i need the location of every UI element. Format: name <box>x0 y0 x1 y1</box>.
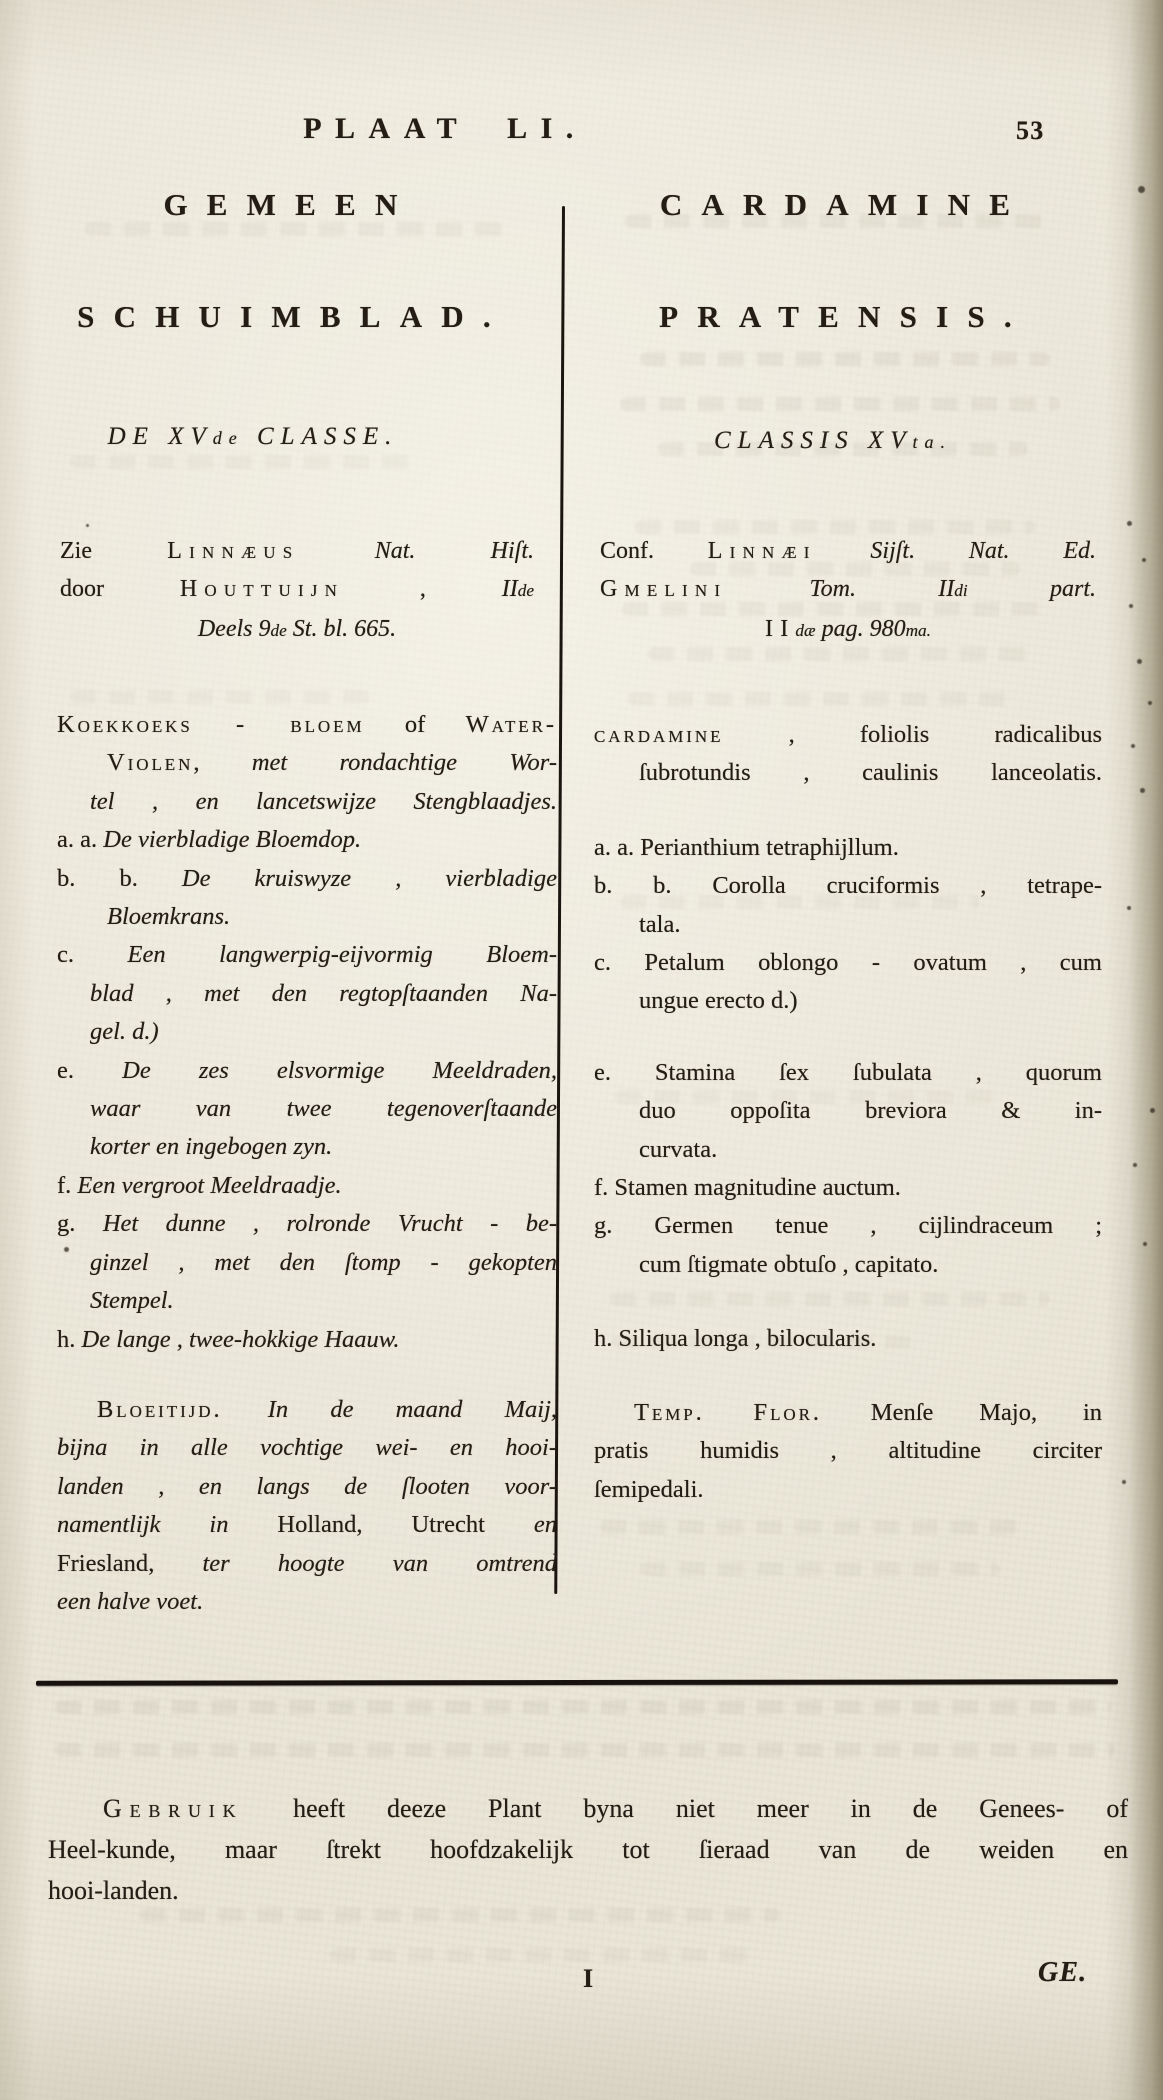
text-segment: Gmelini <box>600 576 728 602</box>
text-segment: Zie <box>60 538 168 564</box>
bleedthrough-smudge <box>622 602 1052 616</box>
text-segment: landen , en langs de ſlooten voor- <box>57 1472 557 1500</box>
text-line <box>594 1131 1102 1169</box>
text-segment: De zes elsvormige Meeldraden, <box>122 1056 557 1084</box>
text-line <box>594 754 1102 792</box>
text-segment: Een vergroot Meeldraadje. <box>77 1171 342 1199</box>
bleedthrough-smudge <box>55 1700 1111 1714</box>
text-segment: di <box>954 581 968 600</box>
text-segment: CLASSIS XV <box>714 427 913 454</box>
bleedthrough-smudge <box>640 352 1050 366</box>
text-segment: waar van twee tegenoverſtaande <box>90 1095 557 1123</box>
bleedthrough-smudge <box>648 647 1028 661</box>
ink-speck <box>1127 521 1132 526</box>
text-segment: blad , met den regtopſtaanden Na- <box>90 979 557 1007</box>
text-segment: ungue erecto d.) <box>639 987 798 1015</box>
text-segment: Stamen magnitudine auctum. <box>614 1174 901 1202</box>
text-segment: Deels 9 <box>197 616 271 642</box>
text-segment: de <box>212 428 244 448</box>
right-column-text <box>594 716 1102 1509</box>
text-segment: part. <box>967 576 1096 602</box>
bleedthrough-smudge <box>85 222 505 236</box>
text-segment: b. b. <box>594 872 713 900</box>
right-column-title-latin-2: PRATENSIS. <box>659 299 1031 334</box>
text-segment: Gebruik <box>103 1794 294 1823</box>
bleedthrough-smudge <box>690 562 1020 576</box>
gebruik-paragraph <box>48 1788 1128 1911</box>
text-line <box>57 744 557 782</box>
bleedthrough-smudge <box>70 690 370 704</box>
text-segment <box>299 538 374 564</box>
text-line <box>57 1429 557 1467</box>
ink-speck <box>1133 1163 1137 1167</box>
text-line <box>57 898 557 936</box>
text-line <box>48 1870 1128 1911</box>
ink-speck <box>1150 1108 1155 1113</box>
text-line <box>57 1090 557 1128</box>
text-line <box>57 1282 557 1320</box>
text-segment: h. <box>594 1325 619 1353</box>
text-segment: door <box>60 576 180 602</box>
bleedthrough-smudge <box>620 895 980 909</box>
text-segment: ta. <box>912 432 952 452</box>
text-line <box>57 1052 557 1090</box>
text-segment: namentlijk in <box>57 1511 278 1539</box>
text-segment: de <box>517 581 535 600</box>
bleedthrough-smudge <box>628 692 1018 706</box>
text-segment: , <box>193 749 252 777</box>
text-segment: CLASSE. <box>243 423 399 450</box>
text-line <box>57 1244 557 1282</box>
bleedthrough-smudge <box>625 214 1055 228</box>
catchword: GE. <box>1038 1957 1088 1988</box>
text-segment: e. <box>57 1056 123 1084</box>
ink-speck <box>64 1247 69 1252</box>
bleedthrough-smudge <box>610 1292 1050 1306</box>
text-segment: a. a. <box>594 833 641 861</box>
text-segment: , <box>344 576 502 602</box>
text-line <box>48 1829 1128 1870</box>
text-segment: Bloemkrans. <box>107 903 231 931</box>
text-line <box>594 829 1102 867</box>
text-segment: curvata. <box>639 1135 718 1163</box>
text-segment: pratis humidis , altitudine circiter <box>594 1437 1102 1465</box>
text-line <box>594 1432 1102 1470</box>
text-segment: h. <box>57 1325 82 1353</box>
text-line <box>594 1207 1102 1245</box>
text-line <box>57 1013 557 1051</box>
bleedthrough-smudge <box>330 1948 750 1962</box>
text-segment: Heel-kunde, maar ſtrekt hoofdzakelijk tot ſieraad van de weiden en <box>48 1835 1128 1864</box>
ink-speck <box>1131 744 1135 748</box>
text-segment: De lange , twee-hokkige Haauw. <box>81 1325 400 1353</box>
text-segment: Linnæus <box>167 538 300 564</box>
text-segment: g. <box>594 1212 655 1240</box>
text-line <box>57 821 557 859</box>
ink-speck <box>1138 186 1145 193</box>
footnote-rule <box>36 1679 1118 1686</box>
text-segment: , <box>356 1511 412 1539</box>
text-segment: heeft deeze Plant byna niet meer in de Genees- of <box>293 1794 1128 1823</box>
right-column-title-latin-1: CARDAMINE <box>659 187 1030 222</box>
text-segment: ma. <box>905 621 931 640</box>
text-line <box>594 982 1102 1020</box>
citation-line <box>60 532 534 570</box>
text-segment: c. <box>57 941 128 969</box>
text-segment: Sijſt. Nat. Ed. <box>870 538 1096 564</box>
text-segment: II <box>501 576 518 602</box>
text-segment: Stamina ſex ſubulata , quorum <box>654 1058 1102 1086</box>
ink-speck <box>1129 604 1133 608</box>
text-line <box>57 860 557 898</box>
text-segment: Temp. Flor. <box>634 1398 871 1426</box>
text-segment: g. <box>57 1210 103 1238</box>
text-segment: c. <box>594 949 645 977</box>
left-column-title-dutch-2: SCHUIMBLAD. <box>77 299 510 334</box>
bleedthrough-smudge <box>55 1743 1115 1757</box>
text-line <box>57 1506 557 1544</box>
text-line <box>57 1128 557 1166</box>
text-segment: Violen <box>107 749 194 777</box>
citation-line <box>600 610 1096 650</box>
text-segment: f. <box>594 1174 615 1202</box>
text-segment: DE XV <box>107 423 213 450</box>
text-segment: Friesland <box>57 1549 149 1577</box>
plate-title: PLAAT LI. <box>303 112 587 145</box>
ink-speck <box>86 524 89 527</box>
text-segment: Menſe Majo, in <box>870 1398 1102 1426</box>
text-segment <box>727 576 809 602</box>
text-line <box>57 1468 557 1506</box>
text-line <box>57 936 557 974</box>
text-segment <box>817 538 871 564</box>
text-segment: Koekkoeks - bloem <box>57 711 365 738</box>
text-segment: gel. d.) <box>90 1018 159 1046</box>
text-segment: ſubrotundis , caulinis lanceolatis. <box>639 759 1102 787</box>
text-segment: Perianthium tetraphijllum. <box>640 833 899 861</box>
text-segment: Stempel. <box>90 1287 174 1315</box>
text-segment: een halve voet. <box>57 1587 204 1615</box>
text-segment: cum ſtigmate obtuſo , capitato. <box>639 1250 939 1278</box>
text-line <box>594 1054 1102 1092</box>
text-segment: Germen tenue , cijlindraceum ; <box>654 1212 1103 1240</box>
text-segment: e. <box>594 1058 655 1086</box>
text-segment: Houttuijn <box>179 576 345 602</box>
text-line <box>57 1167 557 1205</box>
text-segment: of <box>364 711 466 738</box>
page-edge-shadow <box>1129 0 1163 2100</box>
text-segment: hooi-landen. <box>48 1876 179 1905</box>
text-segment: Holland <box>277 1511 357 1539</box>
text-segment: , <box>148 1549 203 1577</box>
bleedthrough-smudge <box>600 1520 1020 1534</box>
bleedthrough-smudge <box>635 520 1035 534</box>
text-line <box>57 1205 557 1243</box>
text-segment: St. bl. 665. <box>286 616 397 642</box>
text-line <box>594 1394 1102 1432</box>
text-segment: b. b. <box>57 864 182 892</box>
ink-speck <box>1137 659 1142 664</box>
text-line <box>594 944 1102 982</box>
text-segment: Het dunne , rolronde Vrucht - be- <box>102 1210 557 1238</box>
text-segment: II <box>765 616 796 642</box>
left-class-line <box>48 423 458 451</box>
text-segment: f. <box>57 1171 78 1199</box>
text-segment: Tom. II <box>809 576 955 602</box>
citation-line <box>60 570 534 610</box>
ink-speck <box>1122 1480 1126 1484</box>
bleedthrough-smudge <box>70 455 420 469</box>
text-segment: duo oppoſita breviora & in- <box>639 1097 1102 1125</box>
bleedthrough-smudge <box>620 397 1060 411</box>
left-citation <box>60 532 534 650</box>
text-segment: dæ <box>795 621 816 640</box>
text-line <box>594 1246 1102 1284</box>
text-line <box>594 1471 1102 1509</box>
bleedthrough-smudge <box>140 1908 780 1922</box>
ink-speck <box>1148 701 1152 705</box>
bleedthrough-smudge <box>640 1562 1000 1576</box>
left-column-title-dutch-1: GEMEEN <box>163 187 417 222</box>
ink-speck <box>1127 906 1131 910</box>
text-segment: De vierbladige Bloemdop. <box>103 826 362 854</box>
text-segment: tel , en lancetswijze Stengblaadjes. <box>90 787 557 815</box>
text-line <box>57 1545 557 1583</box>
left-column-text <box>57 706 557 1621</box>
text-segment: ſemipedali. <box>594 1475 704 1503</box>
ink-speck <box>1143 1242 1147 1246</box>
bleedthrough-smudge <box>612 1335 912 1349</box>
text-segment: Conf. <box>600 538 708 564</box>
text-segment: a. a. <box>57 826 104 854</box>
text-segment: pag. 980 <box>815 616 906 642</box>
text-segment: ter hoogte van omtrend <box>202 1549 557 1577</box>
bleedthrough-smudge <box>615 1090 995 1104</box>
text-segment: Siliqua longa , bilocularis. <box>618 1325 877 1353</box>
text-segment: Corolla cruciformis , tetrape- <box>712 872 1102 900</box>
text-segment: bijna in alle vochtige wei- en hooi- <box>57 1434 557 1462</box>
text-segment: korter en ingebogen zyn. <box>90 1133 333 1161</box>
text-line <box>57 706 557 744</box>
bleedthrough-smudge <box>658 442 1028 456</box>
text-segment: In de maand Maij, <box>267 1395 558 1423</box>
text-line <box>57 1391 557 1429</box>
right-citation <box>600 532 1096 650</box>
text-segment: Een langwerpig-eijvormig Bloem- <box>127 941 557 969</box>
text-segment: ginzel , met den ſtomp - gekopten <box>90 1248 557 1276</box>
ink-speck <box>1140 788 1145 793</box>
text-line <box>594 716 1102 754</box>
text-segment: Bloeitijd. <box>97 1395 268 1423</box>
gathering-signature: I <box>583 1964 594 1993</box>
ink-speck <box>1142 558 1146 562</box>
text-segment: tala. <box>639 910 681 938</box>
text-segment: en <box>484 1511 557 1539</box>
text-segment: Nat. Hiſt. <box>374 538 535 564</box>
text-line <box>57 975 557 1013</box>
text-line <box>57 1321 557 1359</box>
text-line <box>57 1583 557 1621</box>
text-line <box>594 1169 1102 1207</box>
text-segment: , foliolis radicalibus <box>723 721 1102 748</box>
text-segment: cardamine <box>594 721 724 748</box>
text-segment: Petalum oblongo - ovatum , cum <box>644 949 1102 977</box>
text-line <box>48 1788 1128 1829</box>
text-segment: Utrecht <box>411 1511 485 1539</box>
text-line <box>57 783 557 821</box>
text-segment: Water- <box>465 711 557 738</box>
text-segment: Linnæi <box>707 538 817 564</box>
text-segment: met rondachtige Wor- <box>251 749 557 777</box>
citation-line <box>60 610 534 650</box>
page-number: 53 <box>1016 116 1045 145</box>
text-line <box>594 906 1102 944</box>
text-segment: De kruiswyze , vierbladige <box>181 864 557 892</box>
text-segment: de <box>270 621 287 640</box>
